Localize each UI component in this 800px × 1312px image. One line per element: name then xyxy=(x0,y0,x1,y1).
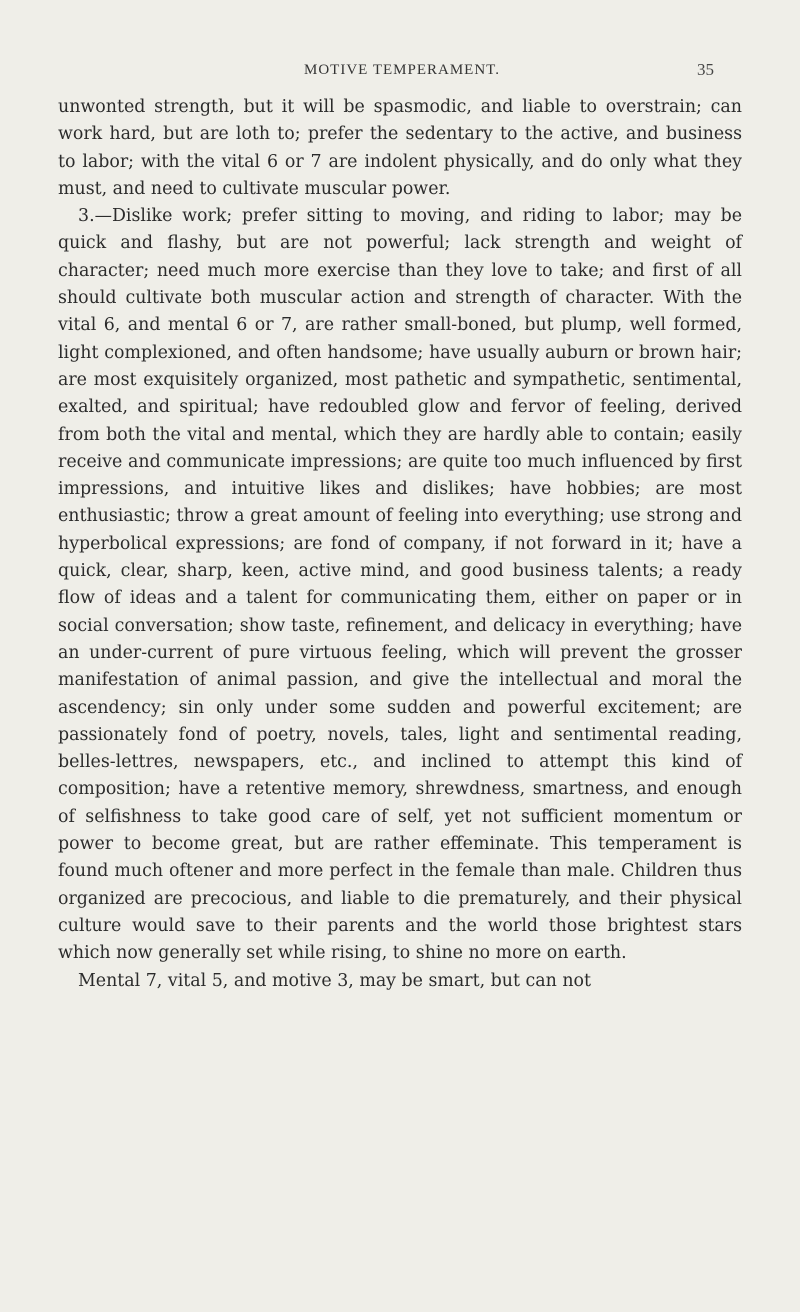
paragraph-mental-7: Mental 7, vital 5, and motive 3, may be smart, but can not xyxy=(78,970,591,991)
page-header xyxy=(0,62,800,82)
paragraph-continuation: unwonted strength, but it will be spasmodic, and liable to overstrain; can work hard, but are loth to; prefer the sedentary to the active, and business to labor; with the vital 6 or 7 are indolent physically, and do only what they must, and need to cultivate muscular power. xyxy=(58,97,742,199)
body-text xyxy=(58,94,742,995)
paragraph-3: 3.—Dislike work; prefer sitting to moving, and riding to labor; may be quick and flashy, but are not powerful; lack strength and weight of character; need much more exercise than they love to take; and first of all should cultivate both muscular action and strength of character. With the vital 6, and mental 6 or 7, are rather small-boned, but plump, well formed, light complexioned, and often handsome; have usually auburn or brown hair; are most exquisitely organized, most pathetic and sympathetic, sentimental, exalted, and spiritual; have redoubled glow and fervor of feeling, derived from both the vital and mental, which they are hardly able to contain; easily receive and communicate impressions; are quite too much influenced by first impressions, and intuitive likes and dislikes; have hobbies; are most enthusiastic; throw a great amount of feeling into everything; use strong and hyperbolical expressions; are fond of company, if not forward in it; have a quick, clear, sharp, keen, active mind, and good business talents; a ready flow of ideas and a talent for communicating them, either on paper or in social conversation; show taste, refinement, and delicacy in everything; have an under-current of pure virtuous feeling, which will prevent the grosser manifestation of animal passion, and give the intellectual and moral the ascendency; sin only under some sudden and powerful excitement; are passionately fond of poetry, novels, tales, light and sentimental reading, belles-lettres, newspapers, etc., and inclined to attempt this kind of composition; have a retentive memory, shrewdness, smartness, and enough of selfishness to take good care of self, yet not sufficient momentum or power to become great, but are rather effeminate. This temperament is found much oftener and more perfect in the female than male. Children thus organized are precocious, and liable to die prematurely, and their physical culture would save to their parents and the world those brightest stars which now generally set while rising, to shine no more on earth. xyxy=(58,206,742,964)
running-head: MOTIVE TEMPERAMENT. xyxy=(304,62,500,78)
page-number: 35 xyxy=(697,60,714,79)
